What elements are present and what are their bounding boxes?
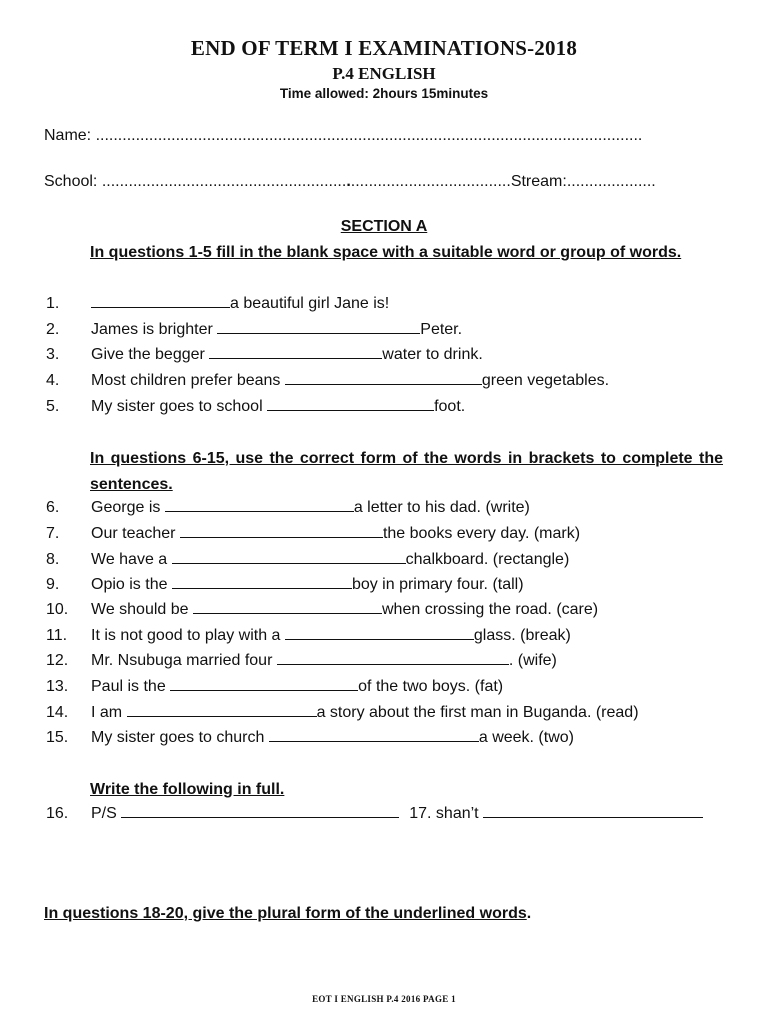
question-number: 9.: [46, 576, 60, 593]
question-number: 13.: [46, 678, 69, 695]
page-footer: EOT I ENGLISH P.4 2016 PAGE 1: [312, 994, 456, 1004]
answer-blank[interactable]: [172, 574, 352, 589]
question-text-after: chalkboard. (rectangle): [405, 551, 570, 568]
question-number: 15.: [46, 729, 69, 746]
question-number: 11.: [46, 627, 68, 644]
instruction-correct-form: In questions 6-15, use the correct form of the words in brackets to complete the sentences.: [90, 450, 723, 493]
school-label: School:: [44, 173, 98, 190]
question-text-after: foot.: [434, 398, 466, 415]
answer-blank[interactable]: [209, 344, 382, 359]
school-dots-end: ....................................: [350, 173, 511, 190]
question-text-before: It is not good to play with a: [91, 627, 285, 644]
question-number: 16.: [46, 805, 69, 822]
question-text-after: of the two boys. (fat): [358, 678, 504, 695]
question-text-before: My sister goes to church: [91, 729, 269, 746]
question-text-before: P/S: [91, 805, 122, 822]
stream-label: Stream:: [510, 173, 567, 190]
question-text-after: green vegetables.: [481, 372, 610, 389]
question-text-after: Peter.: [420, 321, 463, 338]
school-field[interactable]: [44, 173, 656, 191]
question-number: 3.: [46, 346, 60, 363]
name-dots: ...........................................................................................................................: [95, 127, 643, 144]
instruction-plural-period: .: [526, 905, 532, 922]
answer-blank[interactable]: [91, 293, 230, 308]
question-text-after: a week. (two): [478, 729, 574, 746]
question-text-before: We should be: [91, 601, 193, 618]
answer-blank[interactable]: [269, 727, 479, 742]
question-text-before: Opio is the: [91, 576, 172, 593]
answer-blank[interactable]: [277, 650, 509, 665]
question-text-after: glass. (break): [473, 627, 571, 644]
question-text-before: My sister goes to school: [91, 398, 268, 415]
name-field[interactable]: [44, 127, 642, 145]
question-number: 7.: [46, 525, 60, 542]
answer-blank[interactable]: [193, 599, 382, 614]
answer-blank[interactable]: [285, 625, 474, 640]
question-text-before: James is brighter: [91, 321, 218, 338]
question-text-before: Give the begger: [91, 346, 210, 363]
question-text-after: a letter to his dad. (write): [353, 499, 530, 516]
question-number: 6.: [46, 499, 60, 516]
school-dots-mark: .: [346, 173, 351, 190]
question-text-after: boy in primary four. (tall): [351, 576, 524, 593]
question-17-label: 17. shan’t: [409, 805, 484, 822]
answer-blank[interactable]: [180, 523, 383, 538]
instruction-fill-blanks: In questions 1-5 fill in the blank space with a suitable word or group of words.: [90, 244, 682, 261]
question-number: 12.: [46, 652, 69, 669]
question-text-after: water to drink.: [382, 346, 483, 363]
exam-subject: P.4 ENGLISH: [332, 64, 436, 83]
question-text-after: . (wife): [508, 652, 557, 669]
question-text-before: George is: [91, 499, 165, 516]
time-allowed: Time allowed: 2hours 15minutes: [279, 86, 489, 101]
answer-blank[interactable]: [172, 549, 406, 564]
question-text-after: a beautiful girl Jane is!: [230, 295, 390, 312]
exam-title: END OF TERM I EXAMINATIONS-2018: [190, 36, 578, 60]
question-number: 2.: [46, 321, 60, 338]
answer-blank[interactable]: [217, 319, 420, 334]
answer-blank[interactable]: [127, 702, 317, 717]
name-label: Name:: [44, 127, 92, 144]
answer-blank[interactable]: [483, 803, 703, 818]
question-text-before: Paul is the: [91, 678, 171, 695]
answer-blank[interactable]: [170, 676, 358, 691]
instruction-plural-form: [44, 905, 531, 923]
stream-dots: ....................: [566, 173, 656, 190]
question-text-before: Our teacher: [91, 525, 180, 542]
instruction-plural-text: In questions 18-20, give the plural form of the underlined words: [44, 905, 527, 922]
question-number: 5.: [46, 398, 60, 415]
question-text-after: the books every day. (mark): [382, 525, 581, 542]
question-text-before: Mr. Nsubuga married four: [91, 652, 277, 669]
question-number: 10.: [46, 601, 69, 618]
school-dots: .......................................................: [101, 173, 347, 190]
question-text-before: We have a: [91, 551, 172, 568]
instruction-write-in-full: Write the following in full.: [90, 781, 285, 798]
question-number: 1.: [46, 295, 60, 312]
answer-blank[interactable]: [267, 396, 434, 411]
question-text-after: a story about the first man in Buganda. (read): [316, 704, 639, 721]
question-number: 4.: [46, 372, 60, 389]
section-title: SECTION A: [340, 218, 428, 235]
question-text-before: I am: [91, 704, 127, 721]
question-number: 14.: [46, 704, 69, 721]
answer-blank[interactable]: [121, 803, 399, 818]
question-text-before: Most children prefer beans: [91, 372, 285, 389]
question-number: 8.: [46, 551, 60, 568]
question-text-after: when crossing the road. (care): [382, 601, 599, 618]
answer-blank[interactable]: [165, 497, 354, 512]
answer-blank[interactable]: [285, 370, 482, 385]
